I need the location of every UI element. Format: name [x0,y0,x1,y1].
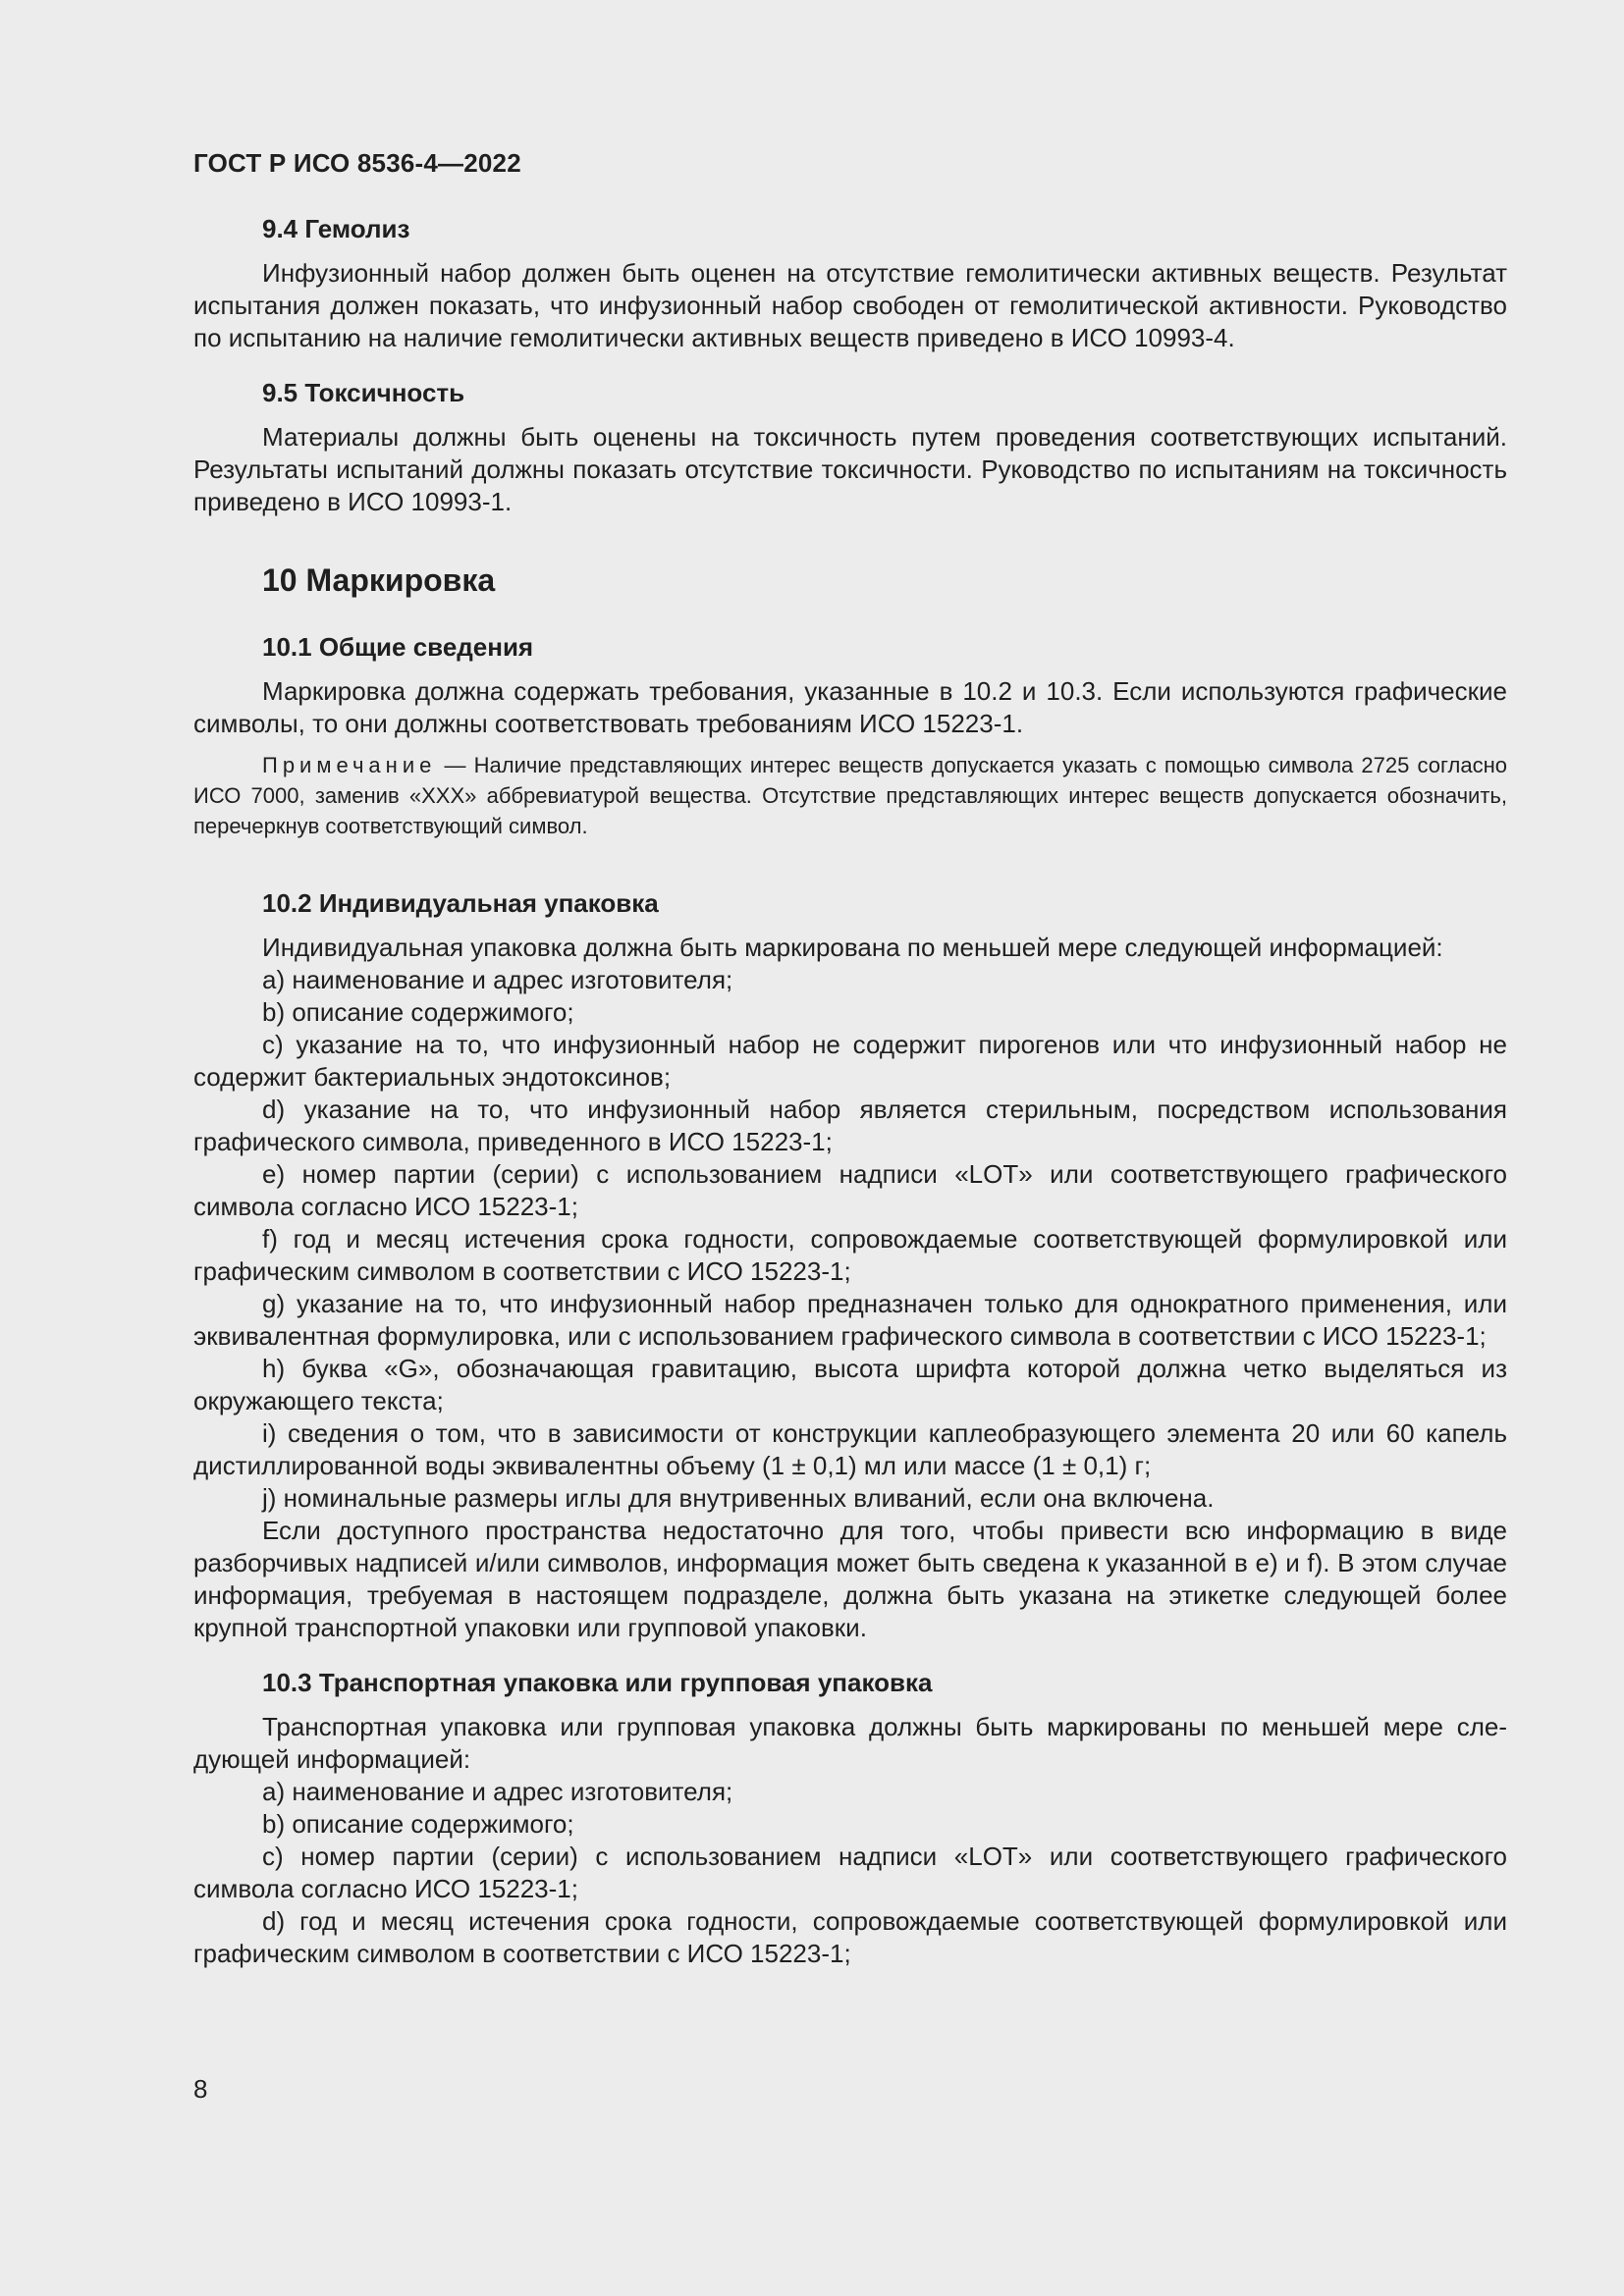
section-9-4-title: 9.4 Гемолиз [262,214,410,243]
list-item: a) наименование и адрес изготовителя; [262,965,733,994]
list-item: a) наименование и адрес изготовителя; [262,1777,733,1806]
section-9-4-text: Инфузионный набор должен быть оценен на отсутствие гемолитически активных веществ. Результат испытания должен показать, что инфузионный набор свободен от гемолитической активности. Руководство по испытанию на наличие гемолитически активных веществ приведено в ИСО 10993-4. [193,258,1507,352]
list-item: d) указание на то, что инфузионный набор является стерильным, посредством использования графического символа, приведенного в ИСО 15223-1; [193,1095,1507,1156]
section-10-3-title: 10.3 Транспортная упаковка или групповая упаковка [262,1668,933,1697]
section-10-2-closing: Если доступного пространства недостаточно для того, чтобы привести всю информацию в виде разборчивых надписей и/или символов, информация может быть сведена к указанной в e) и f). В этом случае информация, требуемая в настоящем подразделе, должна быть указана на этикетке следующей более крупной транспортной упаковки или групповой упаковки. [193,1516,1507,1642]
list-item: e) номер партии (серии) с использованием надписи «LOT» или соответствующего графического символа согласно ИСО 15223-1; [193,1159,1507,1221]
page-number: 8 [193,2074,208,2104]
note-label: Примечание [262,753,437,777]
note-text: Наличие представляющих интерес веществ допускается указать с помощью символа 2725 согласно ИСО 7000, заменив «XXX» аббревиатурой вещества. Отсутствие представляющих интерес веществ допускается обозначить, перечеркнув соответствующий символ. [193,753,1507,838]
section-10-2-intro: Индивидуальная упаковка должна быть маркирована по меньшей мере следующей информацией: [262,933,1443,962]
list-item: b) описание содержимого; [262,997,574,1027]
list-item: d) год и месяц истечения срока годности, сопровождаемые соответствующей формулировкой или графическим символом в соответствии с ИСО 15223-1; [193,1906,1507,1968]
list-item: c) номер партии (серии) с использованием надписи «LOT» или соответствующего графического символа согласно ИСО 15223-1; [193,1842,1507,1903]
section-10-1-note [193,750,1507,841]
list-item: f) год и месяц истечения срока годности, сопровождаемые соответствующей формулировкой или графическим символом в соответствии с ИСО 15223-1; [193,1224,1507,1286]
section-10-2-title: 10.2 Индивидуальная упаковка [262,888,659,918]
document-page [193,145,1507,1970]
list-item: b) описание содержимого; [262,1809,574,1839]
section-10-1-title: 10.1 Общие сведения [262,632,534,662]
note-dash: — [444,753,466,777]
section-9-5-text: Материалы должны быть оценены на токсичность путем проведения соответствующих испытаний. Результаты испытаний должны показать отсутствие токсичности. Руководство по испытаниям на токсичность приведено в ИСО 10993-1. [193,422,1507,516]
section-10-1-text: Маркировка должна содержать требования, указанные в 10.2 и 10.3. Если используются графические символы, то они должны соответствовать требованиям ИСО 15223-1. [193,676,1507,738]
list-item: j) номинальные размеры иглы для внутривенных вливаний, если она включена. [262,1483,1215,1513]
list-item: g) указание на то, что инфузионный набор предназначен только для однократного применения, или эквивалентная формулировка, или с использованием графического символа в соответствии с ИСО 15223-1; [193,1289,1507,1351]
section-10-3-intro: Транспортная упаковка или групповая упаковка должны быть маркированы по меньшей мере следующей информацией: [193,1712,1507,1774]
section-9-5-title: 9.5 Токсичность [262,378,465,407]
list-item: c) указание на то, что инфузионный набор не содержит пирогенов или что инфузионный набор не содержит бактериальных эндотоксинов; [193,1030,1507,1092]
list-item: i) сведения о том, что в зависимости от конструкции каплеобразующего элемента 20 или 60 капель дистиллированной воды эквивалентны объему (1 ± 0,1) мл или массе (1 ± 0,1) г; [193,1418,1507,1480]
section-10-title: 10 Маркировка [262,562,496,598]
list-item: h) буква «G», обозначающая гравитацию, высота шрифта которой должна четко выделяться из окружающего текста; [193,1354,1507,1415]
document-id-header: ГОСТ Р ИСО 8536-4—2022 [193,148,521,178]
